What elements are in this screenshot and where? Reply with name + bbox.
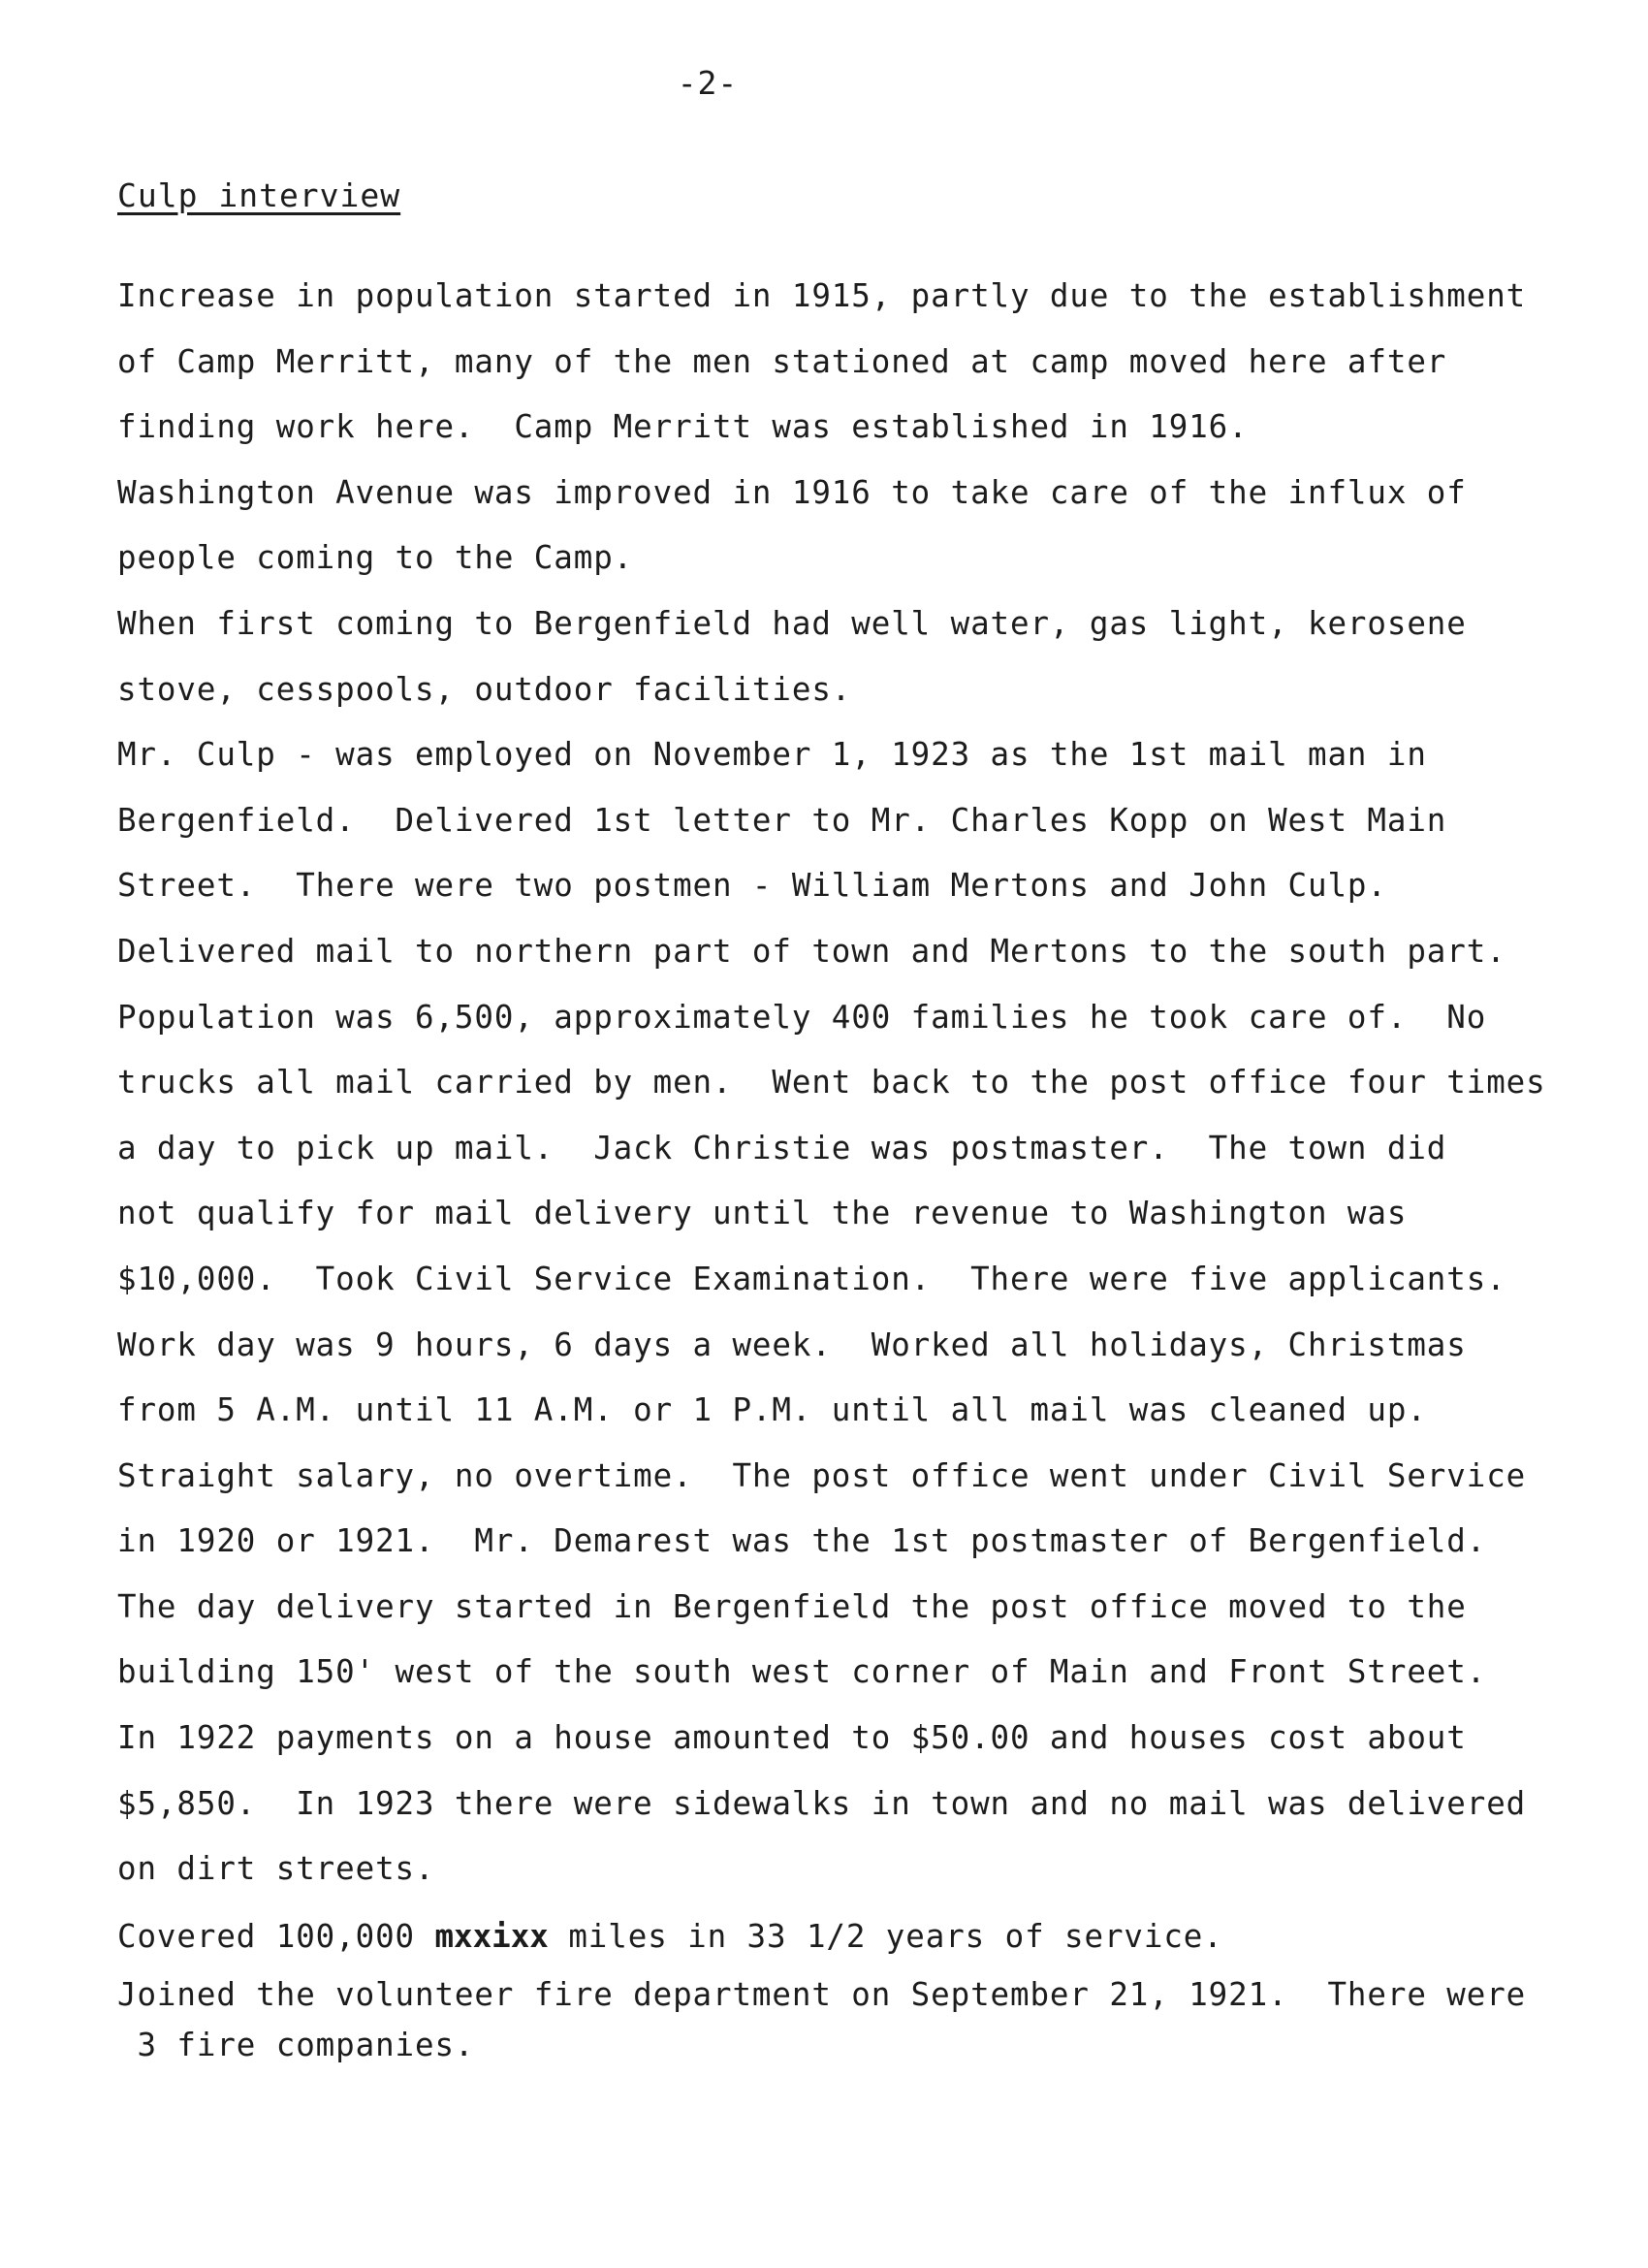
body-line: In 1922 payments on a house amounted to $50.00 and houses cost about [117, 1719, 1467, 1757]
body-line: Straight salary, no overtime. The post office went under Civil Service [117, 1456, 1527, 1494]
body-line: a day to pick up mail. Jack Christie was postmaster. The town did [117, 1129, 1447, 1166]
body-line: Delivered mail to northern part of town and Mertons to the south part. [117, 932, 1506, 970]
fire-department-line: Joined the volunteer fire department on September 21, 1921. There were [117, 1976, 1527, 2014]
body-line: from 5 A.M. until 11 A.M. or 1 P.M. until all mail was cleaned up. [117, 1391, 1427, 1429]
body-line: Work day was 9 hours, 6 days a week. Worked all holidays, Christmas [117, 1326, 1467, 1363]
miles-line-start: Covered 100,000 [117, 1917, 435, 1955]
body-line: in 1920 or 1921. Mr. Demarest was the 1st postmaster of Bergenfield. [117, 1522, 1487, 1560]
body-line: of Camp Merritt, many of the men stationed at camp moved here after [117, 342, 1447, 380]
interview-heading: Culp interview [117, 176, 401, 214]
body-line: Bergenfield. Delivered 1st letter to Mr. Charles Kopp on West Main [117, 801, 1447, 839]
body-line: people coming to the Camp. [117, 539, 634, 577]
body-line: stove, cesspools, outdoor facilities. [117, 670, 852, 708]
interview-body [117, 264, 1571, 2070]
body-line: $5,850. In 1923 there were sidewalks in town and no mail was delivered [117, 1784, 1527, 1822]
body-line: Washington Avenue was improved in 1916 to take care of the influx of [117, 473, 1467, 511]
page-number: -2- [677, 64, 739, 102]
body-line: building 150' west of the south west corner of Main and Front Street. [117, 1653, 1487, 1691]
body-line: trucks all mail carried by men. Went back to the post office four times [117, 1064, 1546, 1102]
body-line: The day delivery started in Bergenfield the post office moved to the [117, 1587, 1467, 1625]
miles-line-end: miles in 33 1/2 years of service. [548, 1917, 1223, 1955]
body-line: Street. There were two postmen - William Mertons and John Culp. [117, 867, 1387, 905]
body-line: Mr. Culp - was employed on November 1, 1923 as the 1st mail man in [117, 736, 1427, 774]
body-line: $10,000. Took Civil Service Examination. There were five applicants. [117, 1260, 1506, 1297]
body-line: finding work here. Camp Merritt was established in 1916. [117, 408, 1249, 446]
body-line: not qualify for mail delivery until the revenue to Washington was [117, 1195, 1408, 1232]
body-line: When first coming to Bergenfield had well water, gas light, kerosene [117, 604, 1467, 642]
body-line: on dirt streets. [117, 1850, 435, 1888]
miles-line [117, 1904, 1571, 1970]
struck-out-typing: mxxixx [434, 1917, 549, 1955]
body-line: Population was 6,500, approximately 400 families he took care of. No [117, 998, 1487, 1036]
body-line: Increase in population started in 1915, partly due to the establishment [117, 277, 1527, 314]
fire-companies-line: 3 fire companies. [117, 2027, 475, 2064]
